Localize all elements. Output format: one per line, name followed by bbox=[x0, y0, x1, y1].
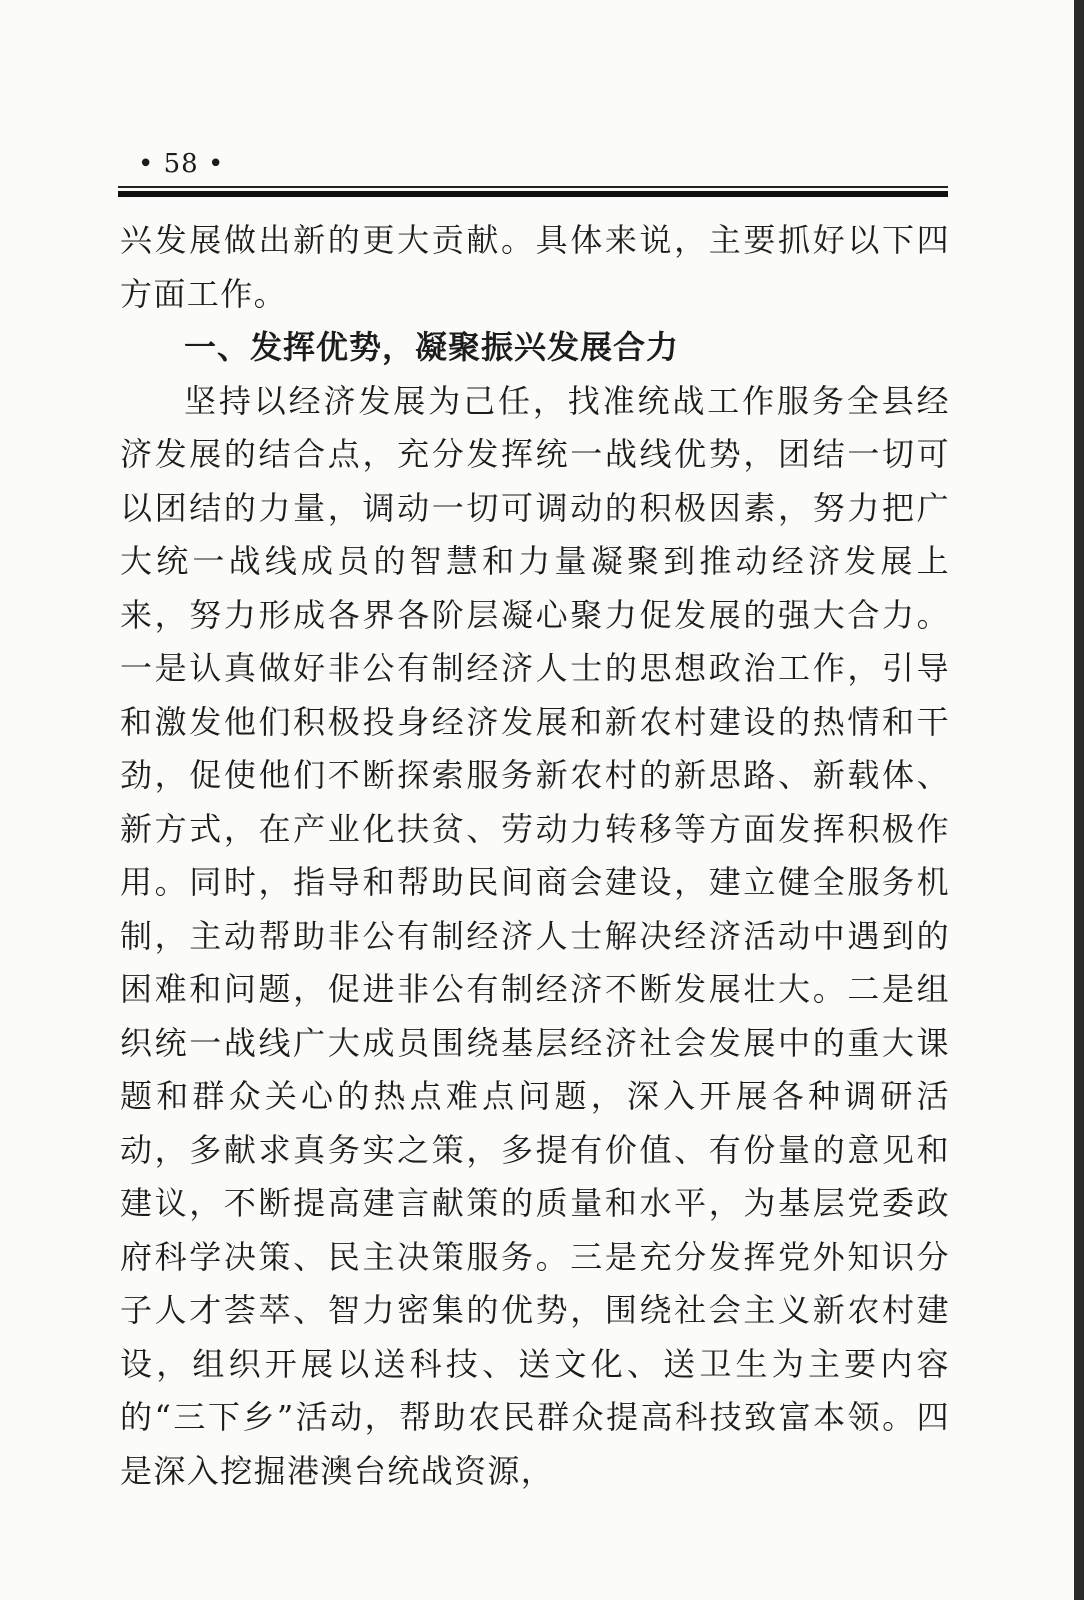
page-header bbox=[118, 146, 948, 197]
header-rule-thick bbox=[118, 191, 948, 197]
page-edge bbox=[1074, 0, 1084, 1600]
header-rule-thin bbox=[118, 186, 948, 188]
continuation-paragraph: 兴发展做出新的更大贡献。具体来说，主要抓好以下四方面工作。 bbox=[120, 221, 950, 313]
page-body bbox=[120, 214, 950, 1498]
section-heading: 一、发挥优势，凝聚振兴发展合力 bbox=[184, 328, 680, 366]
page-number: • 58 • bbox=[138, 149, 225, 179]
body-paragraph: 坚持以经济发展为己任，找准统战工作服务全县经济发展的结合点，充分发挥统一战线优势，团结一切可以团结的力量，调动一切可调动的积极因素，努力把广大统一战线成员的智慧和力量凝聚到推动经济发展上来，努力形成各界各阶层凝心聚力促发展的强大合力。一是认真做好非公有制经济人士的思想政治工作，引导和激发他们积极投身经济发展和新农村建设的热情和干劲，促使他们不断探索服务新农村的新思路、新载体、新方式，在产业化扶贫、劳动力转移等方面发挥积极作用。同时，指导和帮助民间商会建设，建立健全服务机制，主动帮助非公有制经济人士解决经济活动中遇到的困难和问题，促进非公有制经济不断发展壮大。二是组织统一战线广大成员围绕基层经济社会发展中的重大课题和群众关心的热点难点问题，深入开展各种调研活动，多献求真务实之策，多提有价值、有份量的意见和建议，不断提高建言献策的质量和水平，为基层党委政府科学决策、民主决策服务。三是充分发挥党外知识分子人才荟萃、智力密集的优势，围绕社会主义新农村建设，组织开展以送科技、送文化、送卫生为主要内容的“三下乡”活动，帮助农民群众提高科技致富本领。四是深入挖掘港澳台统战资源， bbox=[120, 381, 950, 1490]
